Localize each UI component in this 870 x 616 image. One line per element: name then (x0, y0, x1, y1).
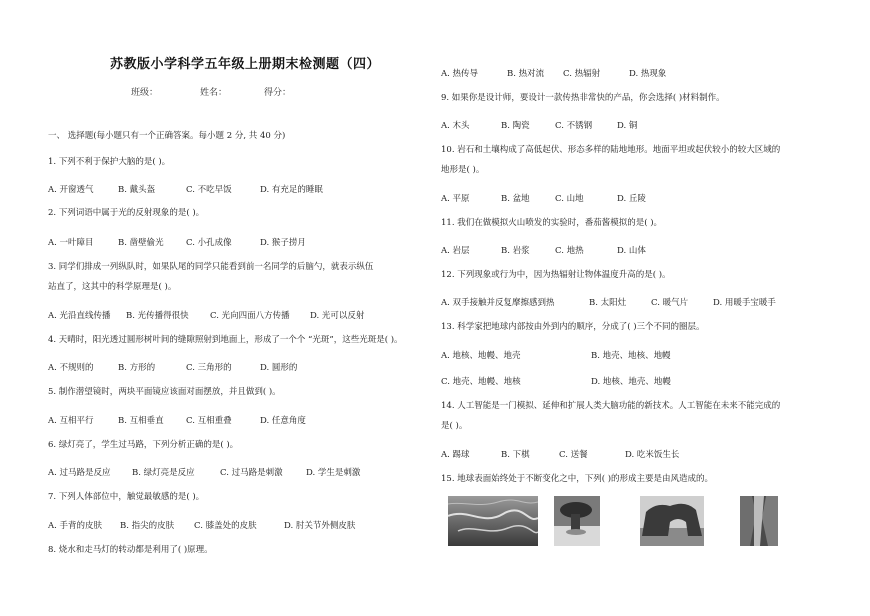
question-8: 8. 烧水和走马灯的转动都是利用了( )原理。 (48, 545, 213, 555)
option: A. 过马路是反应 (48, 468, 111, 478)
option: D. 猴子捞月 (260, 238, 306, 248)
option: B. 互相垂直 (118, 416, 164, 426)
option: C. 不锈钢 (555, 121, 593, 131)
sea-arch-photo (640, 496, 704, 546)
question-3-cont: 站直了，这其中的科学原理是( )。 (48, 282, 177, 292)
page-title: 苏教版小学科学五年级上册期末检测题（四） (110, 57, 381, 72)
class-label: 班级： (131, 88, 159, 98)
option: C. 地壳、地幔、地核 (441, 377, 521, 387)
option: C. 互相重叠 (186, 416, 232, 426)
option: A. 踢球 (441, 450, 470, 460)
option: B. 光传播得很快 (126, 311, 189, 321)
option: C. 光向四面八方传播 (210, 311, 290, 321)
option: B. 方形的 (118, 363, 156, 373)
question-10-cont: 地形是( )。 (441, 165, 485, 175)
question-9: 9. 如果你是设计师，要设计一款传热非常快的产品，你会选择( )材料制作。 (441, 93, 725, 103)
option: C. 膝盖处的皮肤 (194, 521, 257, 531)
option: A. 热传导 (441, 69, 479, 79)
option: C. 不吃早饭 (186, 185, 232, 195)
option: D. 吃米饭生长 (625, 450, 680, 460)
question-10: 10. 岩石和土壤构成了高低起伏、形态多样的陆地地形。地面平坦或起伏较小的较大区域的 (441, 145, 781, 155)
question-6: 6. 绿灯亮了，学生过马路，下列分析正确的是( )。 (48, 440, 239, 450)
option: B. 岩浆 (501, 246, 530, 256)
option: B. 盆地 (501, 194, 530, 204)
option: D. 有充足的睡眠 (260, 185, 323, 195)
question-11: 11. 我们在做模拟火山喷发的实验时，番茄酱模拟的是( )。 (441, 218, 663, 228)
name-label: 姓名： (200, 88, 228, 98)
option: B. 太阳灶 (589, 298, 627, 308)
section-heading: 一、 选择题(每小题只有一个正确答案。每小题 2 分, 共 40 分) (48, 131, 286, 141)
question-3: 3. 同学们排成一列纵队时，如果队尾的同学只能看到前一名同学的后脑勺，就表示纵伍 (48, 262, 374, 272)
question-4: 4. 天晴时，阳光透过圆形树叶间的缝隙照射到地面上，形成了一个个 “光斑”，这些光斑是( )。 (48, 335, 403, 345)
question-14-cont: 是( )。 (441, 421, 468, 431)
option: D. 肘关节外侧皮肤 (284, 521, 356, 531)
option: D. 丘陵 (617, 194, 646, 204)
river-delta-photo (448, 496, 538, 546)
option: C. 过马路是刺激 (220, 468, 283, 478)
option: D. 学生是刺激 (306, 468, 361, 478)
option: B. 凿壁偷光 (118, 238, 164, 248)
question-15-images (448, 496, 778, 546)
option: B. 戴头盔 (118, 185, 156, 195)
option: B. 热对流 (507, 69, 545, 79)
option: D. 用暖手宝暖手 (713, 298, 776, 308)
question-12: 12. 下列现象或行为中，因为热辐射让物体温度升高的是( )。 (441, 270, 671, 280)
question-15: 15. 地球表面始终处于不断变化之中，下列( )的形成主要是由风造成的。 (441, 474, 714, 484)
option: A. 互相平行 (48, 416, 94, 426)
option: C. 暖气片 (651, 298, 689, 308)
option: D. 地核、地壳、地幔 (591, 377, 671, 387)
score-label: 得分： (264, 88, 292, 98)
option: D. 铜 (617, 121, 638, 131)
option: A. 地核、地幔、地壳 (441, 351, 521, 361)
option: C. 三角形的 (186, 363, 232, 373)
option: C. 山地 (555, 194, 584, 204)
question-2: 2. 下列词语中属于光的反射现象的是( )。 (48, 208, 205, 218)
question-7: 7. 下列人体部位中，触觉最敏感的是( )。 (48, 492, 205, 502)
option: A. 双手接触并反复摩擦感到热 (441, 298, 555, 308)
option: C. 热辐射 (563, 69, 601, 79)
mushroom-rock-photo (554, 496, 600, 546)
option: A. 不规则的 (48, 363, 94, 373)
option: D. 任意角度 (260, 416, 306, 426)
option: A. 光沿直线传播 (48, 311, 111, 321)
option: C. 地热 (555, 246, 584, 256)
question-14: 14. 人工智能是一门模拟、延伸和扩展人类大脑功能的新技术。人工智能在未来不能完成的 (441, 401, 781, 411)
option: B. 陶瓷 (501, 121, 530, 131)
option: B. 绿灯亮是反应 (132, 468, 195, 478)
option: B. 指尖的皮肤 (120, 521, 175, 531)
option: D. 热现象 (629, 69, 667, 79)
option: D. 光可以反射 (310, 311, 365, 321)
option: D. 圆形的 (260, 363, 298, 373)
option: B. 下棋 (501, 450, 530, 460)
option: C. 小孔成像 (186, 238, 232, 248)
option: B. 地壳、地核、地幔 (591, 351, 671, 361)
option: A. 开窗透气 (48, 185, 94, 195)
question-13: 13. 科学家把地球内部按由外到内的顺序，分成了( )三个不同的圈层。 (441, 322, 705, 332)
option: A. 岩层 (441, 246, 470, 256)
option: C. 送餐 (559, 450, 588, 460)
option: A. 平原 (441, 194, 470, 204)
option: D. 山体 (617, 246, 646, 256)
option: A. 手背的皮肤 (48, 521, 103, 531)
question-1: 1. 下列不利于保护大脑的是( )。 (48, 157, 171, 167)
option: A. 木头 (441, 121, 470, 131)
canyon-photo (740, 496, 778, 546)
option: A. 一叶障目 (48, 238, 94, 248)
question-5: 5. 制作潜望镜时，两块平面镜应该面对面摆放，并且做到( )。 (48, 387, 281, 397)
